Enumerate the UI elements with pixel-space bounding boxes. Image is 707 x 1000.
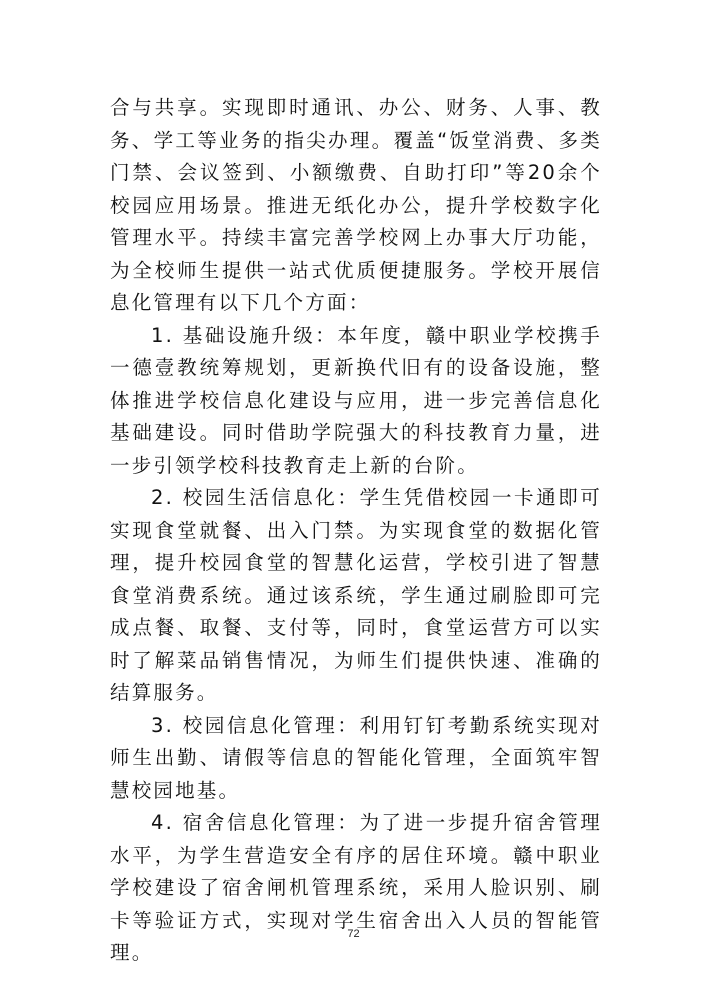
paragraph-intro: 合与共享。实现即时通讯、办公、财务、人事、教务、学工等业务的指尖办理。覆盖“饭堂消费、多类门禁、会议签到、小额缴费、自助打印”等20余个校园应用场景。推进无纸化办公，提升学校数字化管理水平。持续丰富完善学校网上办事大厅功能，为全校师生提供一站式优质便捷服务。学校开展信息化管理有以下几个方面： xyxy=(110,96,602,314)
paragraph-dormitory-management: 4. 宿舍信息化管理：为了进一步提升宿舍管理水平，为学生营造安全有序的居住环境。赣中职业学校建设了宿舍闸机管理系统，采用人脸识别、刷卡等验证方式，实现对学生宿舍出入人员的智能管理。 xyxy=(110,811,602,964)
paragraph-campus-life-informatization: 2. 校园生活信息化：学生凭借校园一卡通即可实现食堂就餐、出入门禁。为实现食堂的数据化管理，提升校园食堂的智慧化运营，学校引进了智慧食堂消费系统。通过该系统，学生通过刷脸即可完成点餐、取餐、支付等，同时，食堂运营方可以实时了解菜品销售情况，为师生们提供快速、准确的结算服务。 xyxy=(110,486,602,704)
paragraph-infrastructure-upgrade: 1. 基础设施升级：本年度，赣中职业学校携手一德壹教统筹规划，更新换代旧有的设备设施，整体推进学校信息化建设与应用，进一步完善信息化基础建设。同时借助学院强大的科技教育力量，进一步引领学校科技教育走上新的台阶。 xyxy=(110,323,602,477)
page-number: 72 xyxy=(347,928,360,940)
paragraph-campus-information-management: 3. 校园信息化管理：利用钉钉考勤系统实现对师生出勤、请假等信息的智能化管理，全面筑牢智慧校园地基。 xyxy=(110,713,602,802)
document-body xyxy=(110,92,602,970)
